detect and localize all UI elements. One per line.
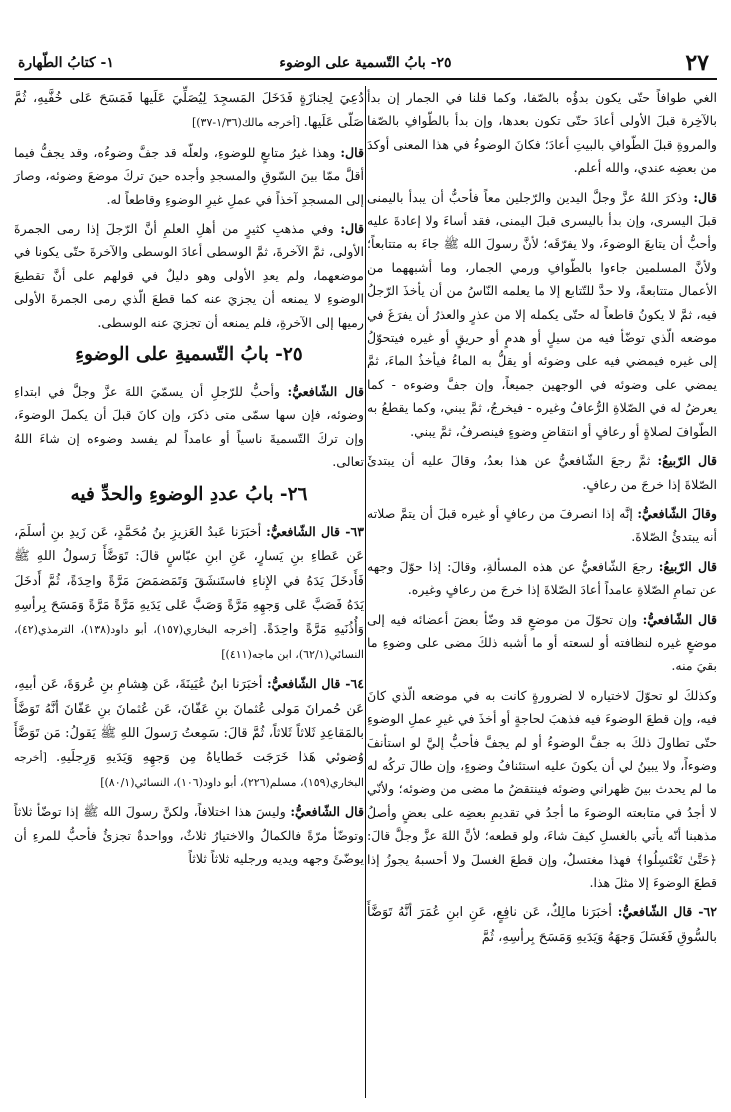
speaker-label: قال الشّافعيُّ: [266, 676, 341, 692]
paragraph: الغي طوافاً حتّى يكون بدؤُه بالصّفا، وكما قلنا في الجمار إن بدأ بالآخِرة قبلَ الأولى أعادَ حتّى تكون بعدها، وإن بدأ بالطّوافِ بالصّفا والمروةِ قبلَ الطّوافِ بالبيتِ أعادَ؛ فكانَ الوضوءُ في هذا المعنى أوكدَ من بعضِه عندي، والله أعلم. [367, 90, 717, 176]
speaker-label: قال الشّافعيُّ: [290, 804, 365, 820]
reference: [أخرجه البخاري(١٥٩)، مسلم(٢٢٦)، أبو داود(١٠٦)، النسائي(٨٠/١)] [14, 751, 364, 789]
reference: [أخرجه البخاري(١٥٧)، أبو داود(١٣٨)، الترمذي(٤٢)، النسائي(٦٢/١)، ابن ماجه(٤١١)] [14, 623, 364, 661]
left-column [14, 86, 364, 1098]
speaker-label: قال الشّافعيُّ: [266, 523, 341, 539]
speaker-label: وقالَ الشّافعيُّ: [637, 505, 717, 521]
speaker-label: قال: [693, 189, 717, 205]
paragraph: وقالَ الشّافعيُّ: إنَّه إذا انصرفَ من رعافٍ أو غيره قبلَ أن يتمَّ صلاته أنه يبتدئُ الصّلاةَ. [367, 505, 717, 545]
book-title: ١- كتابُ الطّهارة [18, 55, 114, 71]
paragraph: قال: وذكرَ اللهُ عزَّ وجلَّ اليدين والرّجلين معاً فأحبُّ أن يبدأ باليمنى قبلَ اليسرى، وإن بدأ باليسرى قبلَ اليمنى، فقد أساءَ ولا إعادةَ عليه وأحبُّ أن يتابعَ الوضوءَ، ولا يفرّقَه؛ لأنَّ رسولَ الله ﷺ جاءَ به متتابعاً؛ ولأنَّ المسلمين جاءوا بالطّوافِ ورمي الجمار، وما أشبههما من الأعمال متتابعةً، ولا حدَّ للتّتابع إلا ما يعلمه النّاسُ من أن يأخذَ الرّجلُ فيه، ثمَّ لا يكونُ قاطعاً له حتّى يكمله إلا من عذرٍ والعذرُ أن يفرَغَ في موضعه الّذي توضّأ فيه من سيلٍ أو هدمٍ أو حريقٍ أو غيره فيتحوّلُ إلى غيره فيمضي فيه على وضوئه أو يقلُّ به الماءُ فيأخذُ الماءَ، ثمَّ يمضي على وضوئه في الوجهين جميعاً، وإن جفَّ وضوءه - كما يعرضُ له في الصّلاةِ الرُّعافُ وغيره - فيخرجُ، ثمَّ يبني، وكما يقطعُ به الطّوافَ لصلاةٍ أو رعافٍ أو انتقاضِ وضوءٍ فينصرفُ، ثمَّ يبني. [367, 189, 717, 439]
reference: [أخرجه مالك(١/٣٦-٣٧)] [191, 116, 304, 130]
hadith-64: ٦٤- قال الشّافعيُّ: أخبَرَنا ابنُ عُيَينَةَ، عَن هِشامِ بنِ عُروَةَ، عَن أبيهِ، عَن حُمرانَ مَولى عُثمانَ بنِ عَفّانَ، عَن عُثمانَ بنِ عَفّانَ أنَّهُ تَوَضَّأَ بالمَقاعِدِ ثَلاثاً ثَلاثاً، ثُمَّ قالَ: سَمِعتُ رَسولَ اللهِ ﷺ يَقولُ: مَن تَوَضَّأَ وُضوئي هَذا خَرَجَت خَطاياهُ مِن وَجهِهِ وَيَدَيهِ وَرِجلَيهِ. [أخرجه البخاري(١٥٩)، مسلم(٢٢٦)، أبو داود(١٠٦)، النسائي(٨٠/١)] [14, 676, 364, 789]
right-column [367, 86, 717, 1098]
paragraph: قال الرّبيعُ: ثمَّ رجعَ الشّافعيُّ عن هذا بعدُ، وقالَ عليه أن يبتدئَ الصّلاةَ إذا خرجَ من رعافٍ. [367, 453, 717, 492]
paragraph: قال الرّبيعُ: رجعَ الشّافعيُّ عن هذه المسألةِ، وقالَ: إذا حوّلَ وجهه عن تمامِ الصّلاةِ عامداً أعادَ الصّلاةَ إذا خرجَ من رعافٍ وغيره. [367, 558, 717, 598]
speaker-label: قال الرّبيعُ: [658, 558, 717, 574]
speaker-label: قال الشّافعيُّ: [642, 611, 717, 627]
speaker-label: قال: [340, 144, 364, 160]
paragraph: قال الشّافعيُّ: وليسَ هذا اختلافاً، ولكنَّ رسولَ الله ﷺ إذا توضّأ ثلاثاً وتوضّأ مرّةً فالكمالُ والاختيارُ ثلاثٌ، وواحدةٌ تجزئُ فأحبُّ للمرءِ أن يوضّئَ وجهه ويديه ورجليه ثلاثاً ثلاثاً [14, 804, 365, 866]
paragraph: قال: وهذا غيرُ متابعٍ للوضوءِ، ولعلّه قد جفَّ وضوءُه، وقد يجفُّ فيما أقلَّ ممّا بينَ السّوقِ والمسجدِ وأجده حينَ تركَ موضعَ وضوئه، وصارَ إلى المسجدِ آخذاً في عملِ غيرِ الوضوءِ وقاطعاً له. [14, 144, 364, 207]
hadith-63: ٦٣- قال الشّافعيُّ: أخبَرَنا عَبدُ العَزيزِ بنُ مُحَمَّدٍ، عَن زَيدِ بنِ أسلَمَ، عَن عَطاءِ بنِ يَسارٍ، عَنِ ابنِ عبّاسٍ قالَ: تَوَضَّأَ رَسولُ اللهِ ﷺ فَأَدخَلَ يَدَهُ في الإِناءِ فاستَنشَقَ وَتَمَضمَضَ مَرَّةً واحِدَةً، ثُمَّ أَدخَلَ يَدَهُ فَصَبَّ عَلى وَجهِهِ مَرَّةً وَصَبَّ عَلى يَدَيهِ مَرَّةً مَرَّةً وَمَسَحَ بِرأسِهِ وَأُذُنَيهِ مَرَّةً واحِدَةً. [أخرجه البخاري(١٥٧)، أبو داود(١٣٨)، الترمذي(٤٢)، النسائي(٦٢/١)، ابن ماجه(٤١١)] [14, 523, 364, 661]
paragraph: قال الشّافعيُّ: وأحبُّ للرّجلِ أن يسمّيَ اللهَ عزَّ وجلَّ في ابتداءِ وضوئه، فإن سها سمّى متى ذكرَ، وإن كانَ قبلَ أن يكملَ الوضوءَ، وإن تركَ التّسميةَ ناسياً أو عامداً لم يفسد وضوءه إن شاءَ اللهُ تعالى. [14, 384, 365, 470]
chapter-25-title: ٢٥- بابُ التّسميةِ على الوضوءِ [75, 344, 303, 366]
paragraph: وكذلكَ لو تحوّلَ لاختياره لا لضرورةٍ كانت به في موضعه الّذي كانَ فيه، وإن قطعَ الوضوءَ فيه فذهبَ لحاجةٍ أو أخذَ في غيرِ عملِ الوضوءِ حتّى تطاولَ ذلكَ به جفَّ الوضوءُ أو لم يجفَّ فأحبُّ إليَّ لو استأنفَ وضوءاً، ولا يبينُ لي أن يكونَ عليه استئنافُ وضوءٍ، وإن طالَ تركُه له ما لم يحدث بينَ ظهراني وضوئه فينتقضُ ما مضى من وضوئه؛ ولأنّي لا أجدُ في متابعته الوضوءَ ما أجدُ في تقديمِ بعضِه على بعضٍ وأصلُ مذهبنا أنّه يأتي بالغسلِ كيفَ شاءَ، ولو قطعه؛ لأنَّ اللهَ عزَّ وجلَّ قالَ: ﴿حَتَّىٰ تَغْتَسِلُوا﴾ فهذا مغتسلٌ، وإن قطعَ الغسلَ ولا أحسبهُ يجوزُ إذا قطعَ الوضوءَ إلا مثلَ هذا. [367, 687, 717, 890]
speaker-label: قال الشّافعيُّ: [617, 904, 693, 920]
page-number: ٢٧ [685, 50, 709, 76]
section-title: ٢٥- بابُ التّسمية على الوضوء [279, 55, 452, 71]
hadith-62: ٦٢- قال الشّافعيُّ: أخبَرَنا مالِكٌ، عَن نافِعٍ، عَنِ ابنِ عُمَرَ أنَّهُ تَوَضَّأَ بالسُّوقِ فَغَسَلَ وَجهَهُ وَيَدَيهِ وَمَسَحَ بِرأسِهِ، ثُمَّ [367, 904, 717, 945]
chapter-26-title: ٢٦- بابُ عددِ الوضوءِ والحدِّ فيه [70, 483, 308, 505]
column-divider [365, 86, 366, 1098]
running-header [14, 52, 717, 80]
paragraph: قال الشّافعيُّ: وإن تحوّلَ من موضعٍ قد وضّأ بعضَ أعضائه فيه إلى موضعٍ غيره لنظافته أو لسعته أو ما أشبه ذلكَ مضى على وضوءِ ما بقيَ منه. [367, 611, 717, 674]
hadith-continuation: دُعِيَ لِجنازَةٍ فَدَخَلَ المَسجِدَ لِيُصَلِّيَ عَلَيها فَمَسَحَ عَلى خُفَّيهِ، ثُمَّ صَلّى عَلَيها. [أخرجه مالك(١/٣٦-٣٧)] [14, 91, 364, 131]
speaker-label: قال: [340, 221, 364, 237]
paragraph: قال: وفي مذهبِ كثيرٍ من أهلِ العلمِ أنَّ الرّجلَ إذا رمى الجمرةَ الأولى، ثمَّ الآخرةَ، ثمَّ الوسطى أعادَ الوسطى والآخرةَ حتّى يكونا في موضعهما، ولم يعدِ الأولى وهو دليلٌ في قولهم على أنَّ تقطيعَ الوضوءِ لا يمنعه أن يجزيَ عنه كما قطعَ الّذي رمى الجمرةَ الأولى رميها إلى الآخرةِ، فلم يمنعه أن تجزيَ عنه الوسطى. [14, 221, 364, 330]
speaker-label: قال الشّافعيُّ: [287, 384, 365, 400]
speaker-label: قال الرّبيعُ: [657, 453, 717, 469]
